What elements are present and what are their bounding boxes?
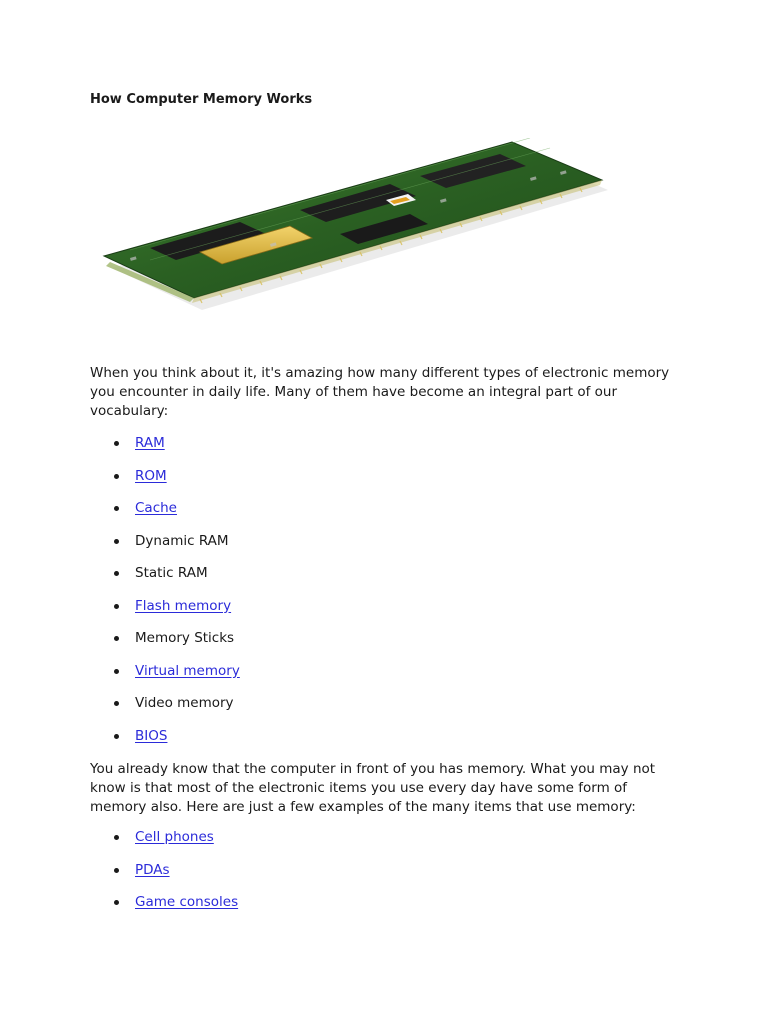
list-item [90, 597, 650, 630]
link-cache[interactable]: Cache [135, 500, 177, 516]
bullet-icon [114, 900, 119, 905]
list-item [90, 861, 650, 894]
bullet-icon [114, 669, 119, 674]
bullet-icon [114, 571, 119, 576]
article-title: How Computer Memory Works [90, 92, 313, 107]
list-item [90, 564, 650, 597]
bullet-icon [114, 539, 119, 544]
list-item [90, 727, 650, 760]
devices-paragraph: You already know that the computer in front of you has memory. What you may not know is that most of the electronic items you use every day have some form of memory also. Here are just a few examples of the many items that use memory: [90, 761, 656, 815]
list-item [90, 467, 650, 500]
item-video-memory: Video memory [135, 695, 234, 711]
link-bios[interactable]: BIOS [135, 727, 168, 744]
bullet-icon [114, 636, 119, 641]
list-item [90, 629, 650, 662]
bullet-icon [114, 604, 119, 609]
list-item [90, 662, 650, 695]
intro-paragraph: When you think about it, it's amazing how many different types of electronic memory you encounter in daily life. Many of them have become an integral part of our vocabulary: [90, 365, 670, 419]
item-static-ram: Static RAM [135, 565, 208, 581]
list-item [90, 893, 650, 926]
bullet-icon [114, 835, 119, 840]
list-item [90, 499, 650, 532]
bullet-icon [114, 868, 119, 873]
bullet-icon [114, 441, 119, 446]
list-item [90, 434, 650, 467]
link-pdas[interactable]: PDAs [135, 861, 170, 878]
link-ram[interactable]: RAM [135, 435, 165, 451]
devices-list [90, 828, 650, 926]
list-item [90, 694, 650, 727]
bullet-icon [114, 701, 119, 706]
item-memory-sticks: Memory Sticks [135, 630, 235, 646]
link-virtual-memory[interactable]: Virtual memory [135, 662, 240, 679]
list-item [90, 532, 650, 565]
link-cell-phones[interactable]: Cell phones [135, 829, 214, 845]
bullet-icon [114, 734, 119, 739]
list-item [90, 828, 650, 861]
memory-types-list [90, 434, 650, 759]
bullet-icon [114, 474, 119, 479]
link-rom[interactable]: ROM [135, 467, 167, 484]
link-game-consoles[interactable]: Game consoles [135, 894, 239, 910]
ram-module-image [90, 138, 630, 310]
link-flash-memory[interactable]: Flash memory [135, 597, 232, 614]
bullet-icon [114, 506, 119, 511]
item-dynamic-ram: Dynamic RAM [135, 532, 229, 549]
